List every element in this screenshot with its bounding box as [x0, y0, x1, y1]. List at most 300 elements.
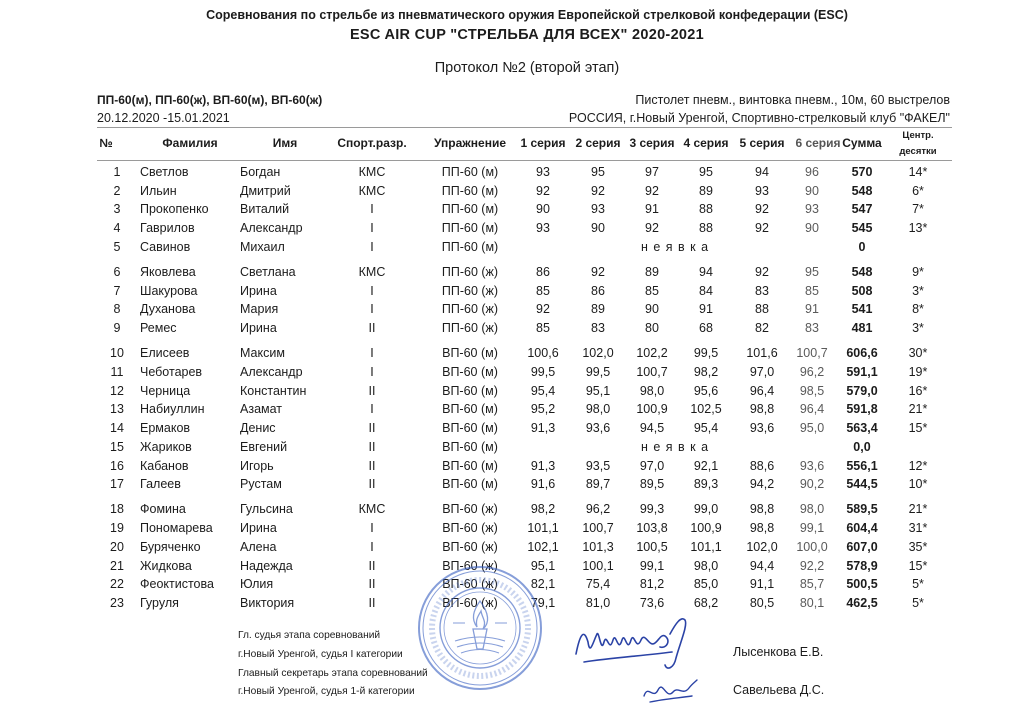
cell-num: 6: [113, 265, 121, 279]
cell-series-1: 85: [536, 321, 550, 336]
judge-city: г.Новый Уренгой, судья I категории: [238, 649, 403, 660]
cell-num: 4: [113, 221, 121, 236]
cell-num: 2: [113, 183, 121, 198]
cell-series-4: 91: [699, 302, 713, 317]
header-series-5: 5 серия: [739, 136, 785, 150]
judge-role: Гл. судья этапа соревнований: [238, 630, 381, 641]
cell-rank: II: [368, 577, 376, 592]
table-row: [0, 575, 1024, 593]
cell-series-6: 98,5: [799, 383, 825, 398]
cell-name: Денис: [240, 421, 276, 436]
cell-center-tens: 21*: [908, 502, 928, 517]
cell-sum: 591,8: [846, 402, 878, 417]
cell-series-3: 91: [645, 202, 659, 217]
cell-surname: Духанова: [140, 302, 196, 317]
cell-series-6: 95: [805, 265, 819, 279]
cell-series-4: 98,2: [693, 365, 719, 379]
cell-num: 17: [110, 477, 124, 492]
cell-num: 11: [110, 365, 124, 379]
cell-exercise: ПП-60 (ж): [441, 265, 499, 279]
cell-series-4: 88: [699, 202, 713, 217]
cell-series-2: 89,7: [585, 477, 611, 492]
cell-num: 12: [110, 383, 124, 398]
cell-exercise: ПП-60 (м): [441, 165, 499, 179]
cell-series-5: 83: [755, 283, 769, 298]
table-row: [0, 538, 1024, 556]
cell-surname: Елисеев: [140, 346, 190, 361]
header-bottom-divider: [97, 160, 952, 161]
cell-series-4: 100,9: [690, 521, 722, 536]
cell-sum: 607,0: [846, 539, 878, 554]
cell-rank: I: [370, 283, 374, 298]
cell-surname: Жариков: [140, 439, 192, 454]
table-row: [0, 319, 1024, 337]
cell-series-3: 100,5: [636, 539, 668, 554]
cell-name: Виктория: [240, 595, 295, 610]
cell-name: Ирина: [240, 521, 277, 536]
cell-series-2: 101,3: [582, 539, 614, 554]
cell-sum: 591,1: [846, 365, 878, 379]
header-sum: Сумма: [842, 136, 882, 150]
cell-exercise: ВП-60 (м): [442, 477, 498, 492]
cell-series-3: 99,3: [639, 502, 665, 517]
cell-series-1: 91,3: [530, 421, 556, 436]
cell-sum: 548: [851, 183, 873, 198]
cell-series-3: 97: [645, 165, 659, 179]
table-row: [0, 163, 1024, 181]
table-row: [0, 400, 1024, 418]
cell-surname: Кабанов: [140, 458, 189, 473]
cell-series-2: 98,0: [585, 402, 611, 417]
cell-rank: I: [370, 539, 374, 554]
cell-num: 16: [110, 458, 124, 473]
cell-surname: Савинов: [140, 239, 191, 254]
cell-series-5: 97,0: [749, 365, 775, 379]
cell-series-3: 97,0: [639, 458, 665, 473]
cell-series-6: 91: [805, 302, 819, 317]
cell-series-6: 100,0: [796, 539, 828, 554]
cell-sum: 547: [851, 202, 873, 217]
cell-series-5: 93,6: [749, 421, 775, 436]
cell-status-no-show: н е я в к а: [640, 439, 710, 454]
cell-series-3: 81,2: [639, 577, 665, 592]
cell-sum: 604,4: [846, 521, 878, 536]
cell-series-6: 98,0: [799, 502, 825, 517]
header-series-4: 4 серия: [683, 136, 729, 150]
cell-sum: 0: [858, 239, 866, 254]
cell-series-1: 92: [536, 183, 550, 198]
cell-exercise: ВП-60 (ж): [442, 558, 498, 573]
cell-num: 23: [110, 595, 124, 610]
cell-name: Азамат: [240, 402, 283, 417]
cell-center-tens: 19*: [908, 365, 928, 379]
cell-series-5: 98,8: [749, 502, 775, 517]
cell-series-2: 75,4: [585, 577, 611, 592]
header-top-divider: [97, 127, 952, 128]
header-center-tens-line1: Центр.: [902, 130, 934, 141]
cell-series-1: 101,1: [527, 521, 559, 536]
cell-exercise: ПП-60 (ж): [441, 321, 499, 336]
cell-center-tens: 8*: [912, 302, 924, 317]
cell-surname: Шакурова: [140, 283, 198, 298]
secretary-role: Главный секретарь этапа соревнований: [238, 668, 428, 679]
cell-series-5: 98,8: [749, 521, 775, 536]
cell-exercise: ПП-60 (ж): [441, 302, 499, 317]
cell-series-1: 85: [536, 283, 550, 298]
cell-num: 8: [113, 302, 121, 317]
cell-surname: Ермаков: [140, 421, 191, 436]
cell-name: Светлана: [240, 265, 296, 279]
cell-sum: 606,6: [846, 346, 878, 361]
cell-center-tens: 13*: [908, 221, 928, 236]
cell-num: 5: [113, 239, 121, 254]
cell-center-tens: 3*: [912, 283, 924, 298]
cell-num: 3: [113, 202, 121, 217]
cell-series-3: 98,0: [639, 383, 665, 398]
cell-series-3: 89: [645, 265, 659, 279]
cell-surname: Яковлева: [140, 265, 196, 279]
cell-series-2: 92: [591, 265, 605, 279]
cell-rank: КМС: [358, 265, 386, 279]
table-row: [0, 557, 1024, 575]
cell-center-tens: 12*: [908, 458, 928, 473]
cell-series-2: 89: [591, 302, 605, 317]
cell-name: Алена: [240, 539, 277, 554]
cell-rank: II: [368, 383, 376, 398]
table-row: [0, 344, 1024, 362]
cell-series-6: 92,2: [799, 558, 825, 573]
judge-signature-icon: [570, 612, 700, 674]
cell-sum: 563,4: [846, 421, 878, 436]
cell-sum: 544,5: [846, 477, 878, 492]
table-row: [0, 238, 1024, 256]
cell-series-1: 90: [536, 202, 550, 217]
cell-series-6: 85,7: [799, 577, 825, 592]
cell-name: Дмитрий: [240, 183, 291, 198]
cell-series-4: 94: [699, 265, 713, 279]
header-series-3: 3 серия: [629, 136, 675, 150]
cell-series-6: 95,0: [799, 421, 825, 436]
cell-sum: 589,5: [846, 502, 878, 517]
cell-sum: 481: [851, 321, 873, 336]
cell-series-1: 91,3: [530, 458, 556, 473]
cell-rank: КМС: [358, 165, 386, 179]
cell-center-tens: 9*: [912, 265, 924, 279]
header-series-6: 6 серия: [795, 136, 841, 150]
cell-series-1: 95,4: [530, 383, 556, 398]
cell-surname: Светлов: [140, 165, 189, 179]
cell-series-5: 92: [755, 221, 769, 236]
cell-surname: Жидкова: [140, 558, 192, 573]
header-exercise: Упражнение: [434, 136, 506, 150]
cell-series-5: 92: [755, 202, 769, 217]
cell-exercise: ПП-60 (м): [441, 183, 499, 198]
cell-series-1: 91,6: [530, 477, 556, 492]
cell-rank: I: [370, 202, 374, 217]
cell-sum: 462,5: [846, 595, 878, 610]
cell-rank: I: [370, 239, 374, 254]
cell-series-4: 88: [699, 221, 713, 236]
cell-name: Ирина: [240, 283, 277, 298]
secretary-city: г.Новый Уренгой, судья 1-й категории: [238, 686, 415, 697]
cell-center-tens: 16*: [908, 383, 928, 398]
cell-center-tens: 15*: [908, 421, 928, 436]
cell-series-5: 94,4: [749, 558, 775, 573]
cell-series-6: 80,1: [799, 595, 825, 610]
cell-rank: II: [368, 458, 376, 473]
cell-exercise: ВП-60 (ж): [442, 521, 498, 536]
cell-series-4: 85,0: [693, 577, 719, 592]
cell-series-1: 100,6: [527, 346, 559, 361]
date-range: 20.12.2020 -15.01.2021: [97, 111, 230, 125]
cell-num: 13: [110, 402, 124, 417]
cell-series-1: 93: [536, 165, 550, 179]
cell-name: Евгений: [240, 439, 288, 454]
cell-num: 10: [110, 346, 124, 361]
cell-num: 14: [110, 421, 124, 436]
cell-surname: Пономарева: [140, 521, 213, 536]
cell-exercise: ПП-60 (м): [441, 239, 499, 254]
cell-rank: II: [368, 421, 376, 436]
table-row: [0, 219, 1024, 237]
cell-series-2: 93,6: [585, 421, 611, 436]
cell-exercise: ВП-60 (ж): [442, 577, 498, 592]
cell-sum: 548: [851, 265, 873, 279]
secretary-name: Савельева Д.С.: [733, 683, 825, 697]
cell-series-4: 89: [699, 183, 713, 198]
cell-num: 19: [110, 521, 124, 536]
cell-surname: Ильин: [140, 183, 177, 198]
cell-series-5: 94: [755, 165, 769, 179]
cell-series-5: 102,0: [746, 539, 778, 554]
cell-rank: II: [368, 439, 376, 454]
cell-series-4: 84: [699, 283, 713, 298]
cell-rank: II: [368, 595, 376, 610]
header-name: Имя: [272, 136, 298, 150]
cell-name: Надежда: [240, 558, 293, 573]
cell-series-5: 88,6: [749, 458, 775, 473]
cell-series-6: 100,7: [796, 346, 828, 361]
table-row: [0, 475, 1024, 493]
cell-exercise: ВП-60 (м): [442, 365, 498, 379]
cell-series-3: 85: [645, 283, 659, 298]
cell-series-6: 90: [805, 183, 819, 198]
cell-rank: КМС: [358, 502, 386, 517]
cell-name: Александр: [240, 365, 303, 379]
cell-center-tens: 7*: [912, 202, 924, 217]
cell-surname: Черница: [140, 383, 191, 398]
cell-center-tens: 14*: [908, 165, 928, 179]
cell-series-6: 96: [805, 165, 819, 179]
cell-series-2: 86: [591, 283, 605, 298]
cell-series-5: 91,1: [749, 577, 775, 592]
cell-num: 20: [110, 539, 124, 554]
cell-num: 1: [113, 165, 121, 179]
cell-status-no-show: н е я в к а: [640, 239, 710, 254]
cell-name: Богдан: [240, 165, 281, 179]
cell-exercise: ВП-60 (м): [442, 458, 498, 473]
cell-series-6: 90: [805, 221, 819, 236]
cell-name: Юлия: [240, 577, 274, 592]
cell-series-3: 99,1: [639, 558, 665, 573]
cell-name: Рустам: [240, 477, 282, 492]
table-row: [0, 200, 1024, 218]
cell-series-5: 93: [755, 183, 769, 198]
cell-name: Виталий: [240, 202, 290, 217]
cell-series-3: 73,6: [639, 595, 665, 610]
table-row: [0, 300, 1024, 318]
competition-title: Соревнования по стрельбе из пневматического оружия Европейской стрелковой конфедерации (ESC): [206, 8, 848, 22]
cell-series-5: 96,4: [749, 383, 775, 398]
cell-num: 9: [113, 321, 121, 336]
cell-num: 7: [113, 283, 121, 298]
cell-series-2: 99,5: [585, 365, 611, 379]
cell-series-1: 93: [536, 221, 550, 236]
cell-sum: 556,1: [846, 458, 878, 473]
cell-name: Игорь: [240, 458, 274, 473]
cell-series-3: 103,8: [636, 521, 668, 536]
cell-series-1: 86: [536, 265, 550, 279]
cup-title: ESC AIR CUP "СТРЕЛЬБА ДЛЯ ВСЕХ" 2020-2021: [349, 27, 705, 43]
cell-series-4: 99,5: [693, 346, 719, 361]
cell-series-1: 98,2: [530, 502, 556, 517]
cell-series-6: 99,1: [799, 521, 825, 536]
cell-rank: I: [370, 365, 374, 379]
cell-num: 21: [110, 558, 124, 573]
cell-center-tens: 31*: [908, 521, 928, 536]
cell-series-6: 96,2: [799, 365, 825, 379]
cell-center-tens: 6*: [912, 183, 924, 198]
cell-series-2: 100,1: [582, 558, 614, 573]
cell-sum: 578,9: [846, 558, 878, 573]
cell-series-4: 95: [699, 165, 713, 179]
table-row: [0, 457, 1024, 475]
cell-surname: Гуруля: [140, 595, 179, 610]
cell-rank: I: [370, 346, 374, 361]
cell-surname: Прокопенко: [140, 202, 209, 217]
cell-exercise: ПП-60 (ж): [441, 283, 499, 298]
cell-num: 18: [110, 502, 124, 517]
cell-series-1: 102,1: [527, 539, 559, 554]
cell-series-6: 83: [805, 321, 819, 336]
header-series-1: 1 серия: [520, 136, 566, 150]
cell-exercise: ВП-60 (м): [442, 383, 498, 398]
cell-surname: Набиуллин: [140, 402, 205, 417]
cell-rank: II: [368, 321, 376, 336]
cell-exercise: ВП-60 (м): [442, 346, 498, 361]
table-row: [0, 263, 1024, 281]
secretary-signature-icon: [640, 674, 700, 706]
cell-series-5: 101,6: [746, 346, 778, 361]
cell-series-4: 95,6: [693, 383, 719, 398]
cell-rank: I: [370, 302, 374, 317]
cell-surname: Феоктистова: [140, 577, 214, 592]
header-center-tens-line2: десятки: [899, 146, 937, 157]
table-row: [0, 438, 1024, 456]
weapon-info: Пистолет пневм., винтовка пневм., 10м, 60 выстрелов: [635, 93, 950, 107]
cell-surname: Гаврилов: [140, 221, 195, 236]
cell-rank: I: [370, 521, 374, 536]
cell-sum: 0,0: [853, 439, 871, 454]
cell-name: Мария: [240, 302, 279, 317]
cell-name: Ирина: [240, 321, 277, 336]
cell-series-2: 90: [591, 221, 605, 236]
table-row: [0, 182, 1024, 200]
cell-sum: 500,5: [846, 577, 878, 592]
table-row: [0, 594, 1024, 612]
cell-series-1: 79,1: [530, 595, 556, 610]
cell-exercise: ВП-60 (ж): [442, 595, 498, 610]
table-row: [0, 519, 1024, 537]
cell-center-tens: 35*: [908, 539, 928, 554]
cell-series-3: 94,5: [639, 421, 665, 436]
cell-surname: Ремес: [140, 321, 177, 336]
header-num: №: [99, 136, 113, 150]
protocol-title: Протокол №2 (второй этап): [434, 60, 620, 76]
cell-series-2: 96,2: [585, 502, 611, 517]
cell-series-2: 102,0: [582, 346, 614, 361]
cell-series-4: 99,0: [693, 502, 719, 517]
cell-series-6: 85: [805, 283, 819, 298]
cell-series-4: 102,5: [690, 402, 722, 417]
cell-sum: 545: [851, 221, 873, 236]
cell-rank: II: [368, 477, 376, 492]
cell-sum: 541: [851, 302, 873, 317]
cell-num: 22: [110, 577, 124, 592]
cell-series-5: 98,8: [749, 402, 775, 417]
cell-rank: I: [370, 402, 374, 417]
cell-series-1: 82,1: [530, 577, 556, 592]
cell-series-4: 68: [699, 321, 713, 336]
cell-series-2: 95: [591, 165, 605, 179]
cell-surname: Галеев: [140, 477, 181, 492]
header-series-2: 2 серия: [575, 136, 621, 150]
cell-series-1: 99,5: [530, 365, 556, 379]
cell-series-6: 93,6: [799, 458, 825, 473]
cell-series-6: 93: [805, 202, 819, 217]
cell-series-2: 83: [591, 321, 605, 336]
cell-series-3: 92: [645, 221, 659, 236]
cell-name: Максим: [240, 346, 285, 361]
cell-series-3: 80: [645, 321, 659, 336]
cell-surname: Буряченко: [140, 539, 201, 554]
cell-center-tens: 15*: [908, 558, 928, 573]
cell-series-5: 80,5: [749, 595, 775, 610]
cell-series-1: 92: [536, 302, 550, 317]
cell-series-5: 92: [755, 265, 769, 279]
cell-sum: 570: [851, 165, 873, 179]
cell-series-3: 102,2: [636, 346, 668, 361]
cell-sum: 579,0: [846, 383, 878, 398]
cell-series-2: 93: [591, 202, 605, 217]
cell-series-2: 95,1: [585, 383, 611, 398]
cell-rank: КМС: [358, 183, 386, 198]
exercise-list: ПП-60(м), ПП-60(ж), ВП-60(м), ВП-60(ж): [97, 93, 323, 107]
cell-name: Михаил: [240, 239, 285, 254]
cell-center-tens: 10*: [908, 477, 928, 492]
cell-series-3: 90: [645, 302, 659, 317]
cell-name: Константин: [240, 383, 307, 398]
cell-exercise: ВП-60 (м): [442, 439, 498, 454]
cell-series-3: 92: [645, 183, 659, 198]
cell-series-4: 95,4: [693, 421, 719, 436]
cell-series-6: 90,2: [799, 477, 825, 492]
cell-series-2: 81,0: [585, 595, 611, 610]
cell-series-3: 89,5: [639, 477, 665, 492]
cell-exercise: ВП-60 (ж): [442, 502, 498, 517]
cell-rank: II: [368, 558, 376, 573]
cell-exercise: ВП-60 (ж): [442, 539, 498, 554]
